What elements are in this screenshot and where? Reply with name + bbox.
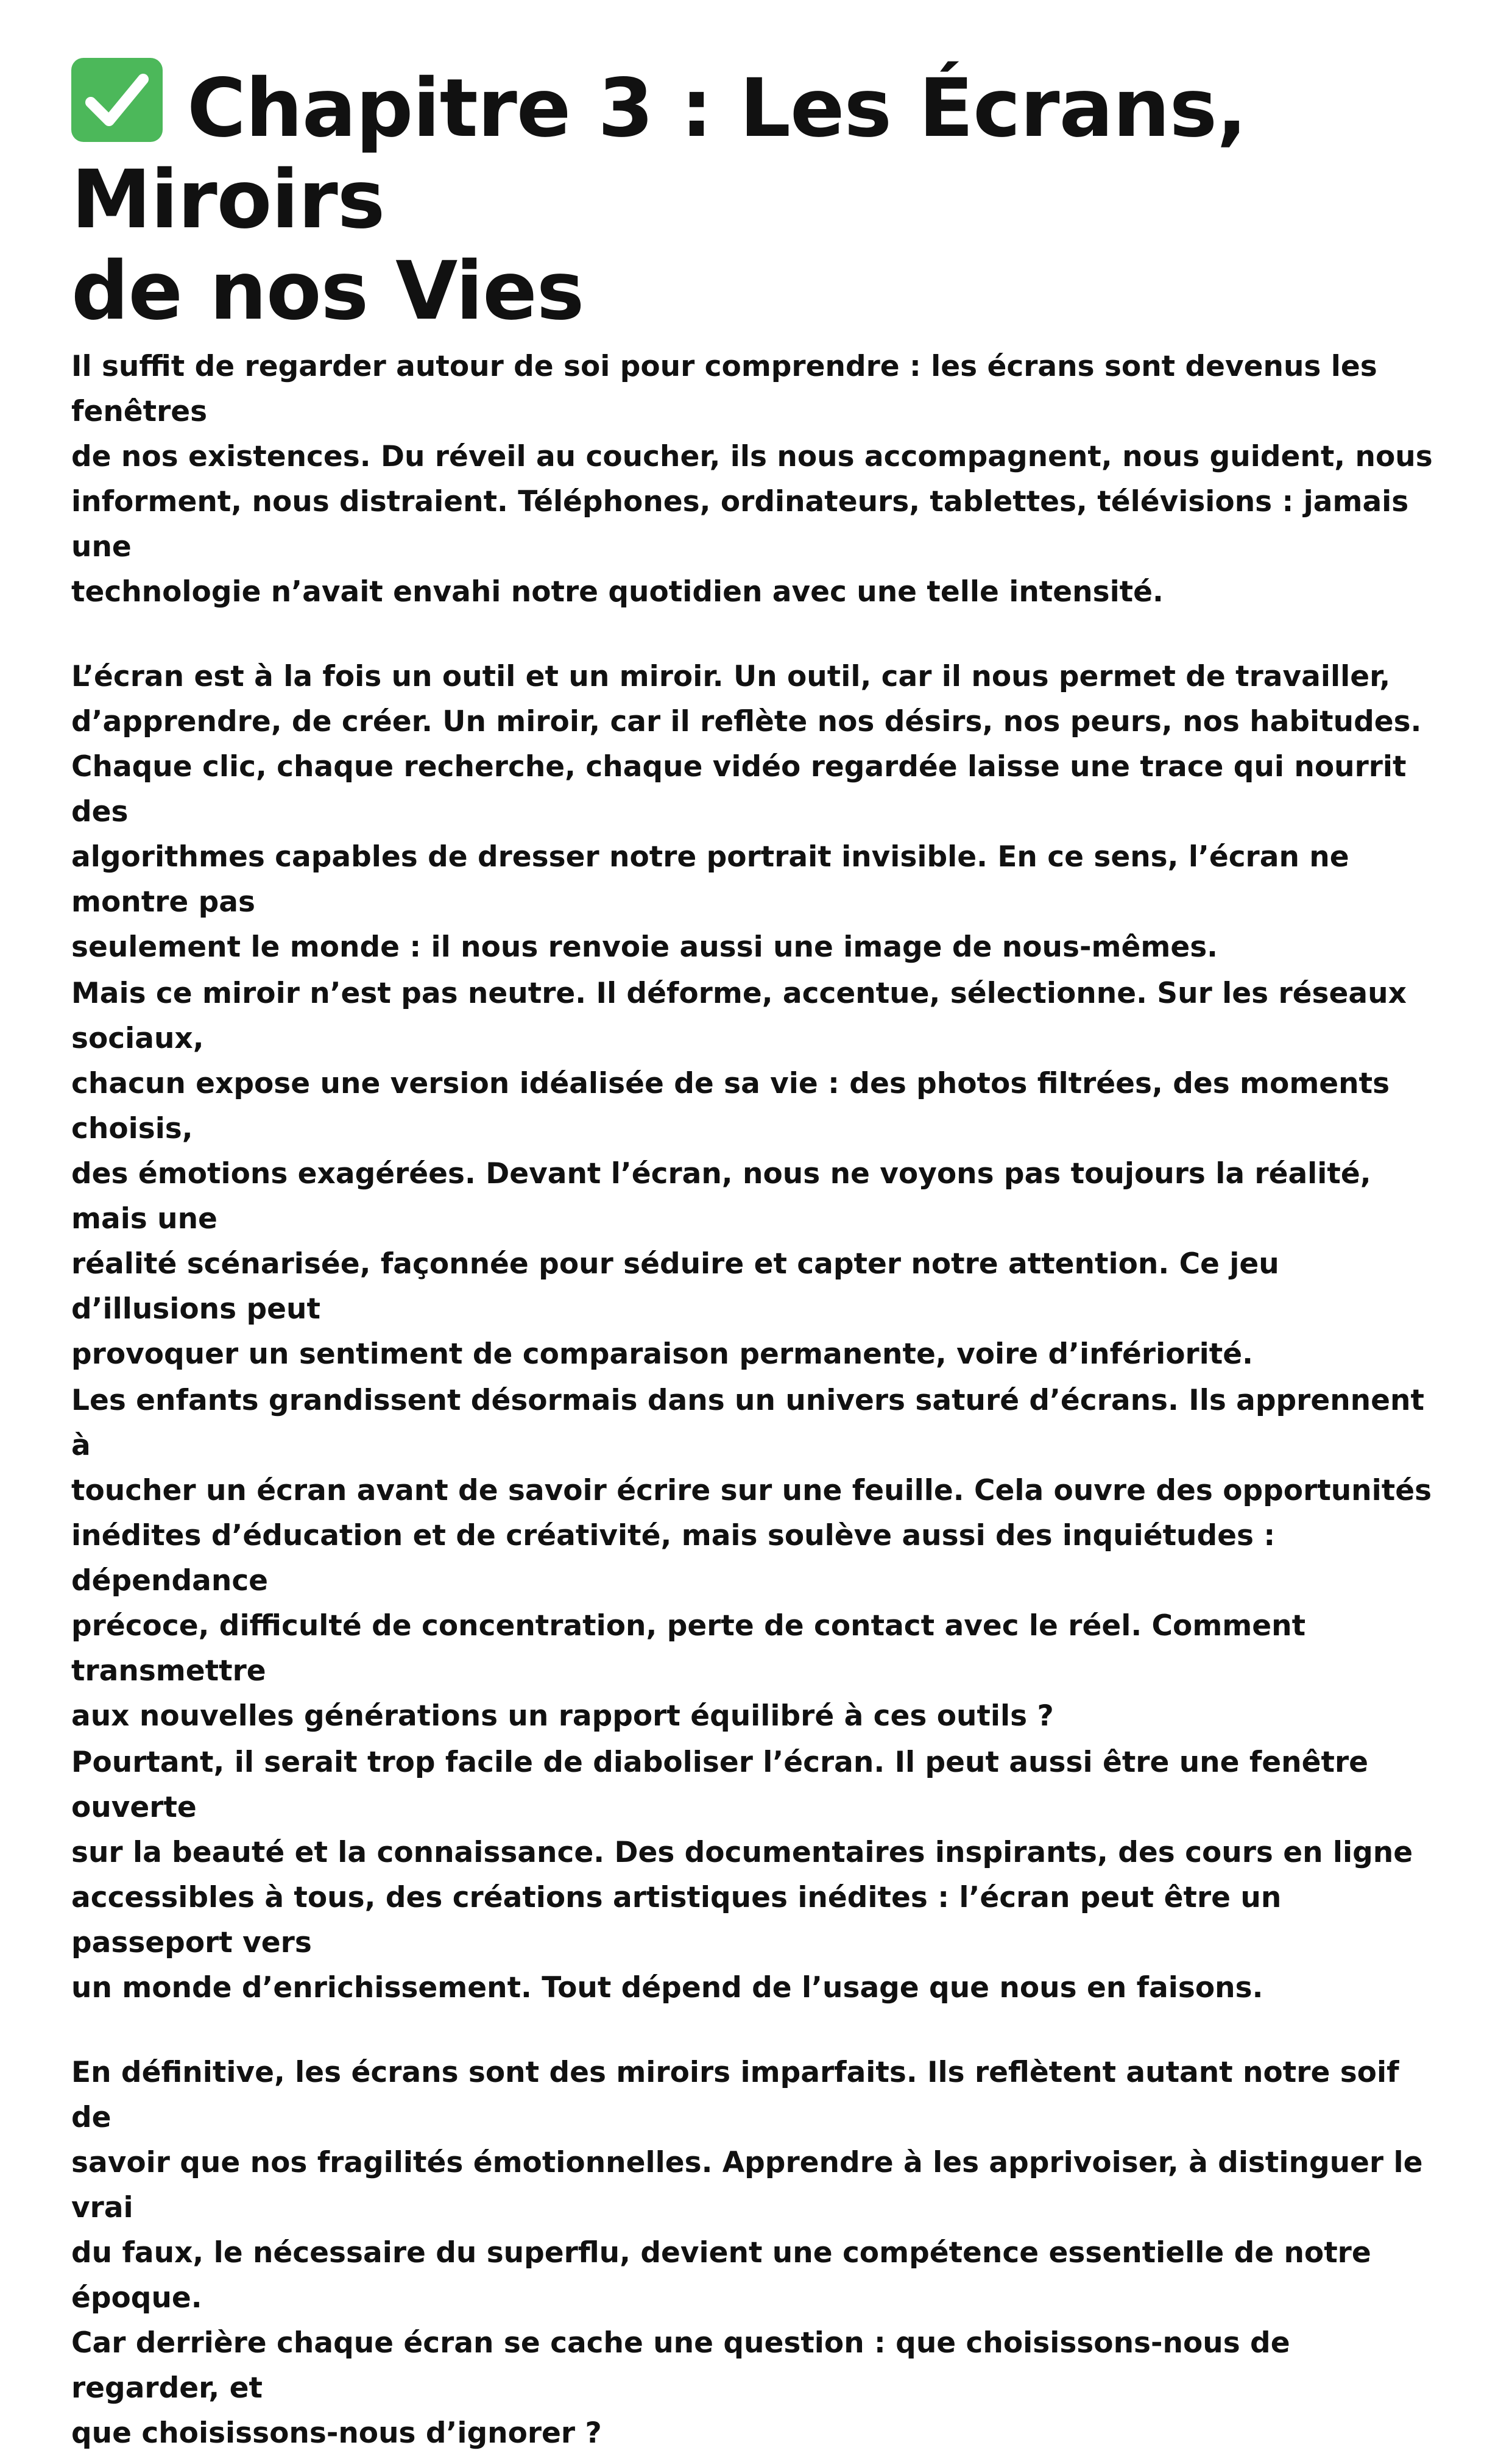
paragraph-3: Mais ce miroir n’est pas neutre. Il déforme, accentue, sélectionne. Sur les réseaux sociaux, chacun expose une version idéalisée de sa vie : des photos filtrées, des moments choisis, des émotions exagérées. Devant l’écran, nous ne voyons pas toujours la réalité, mais une réalité scénarisée, façonnée pour séduire et capter notre attention. Ce jeu d’illusions peut provoquer un sentiment de comparaison permanente, voire d’infériorité. [71,977,1407,1371]
check-mark-icon [71,58,163,142]
title-line-2: de nos Vies [71,244,584,338]
paragraph-1: Il suffit de regarder autour de soi pour comprendre : les écrans sont devenus les fenêtres de nos existences. Du réveil au coucher, ils nous accompagnent, nous guident, nous informent, nous distraient. Téléphones, ordinateurs, tablettes, télévisions : jamais une technologie n’avait envahi notre quotidien avec une telle intensité. [71,350,1433,609]
paragraph-6: En définitive, les écrans sont des miroirs imparfaits. Ils reflètent autant notre soif de savoir que nos fragilités émotionnelles. Apprendre à les apprivoiser, à distinguer le vrai du faux, le nécessaire du superflu, devient une compétence essentielle de notre époque. Car derrière chaque écran se cache une question : que choisissons-nous de regarder, et que choisissons-nous d’ignorer ? [71,2056,1423,2450]
paragraph-5: Pourtant, il serait trop facile de diaboliser l’écran. Il peut aussi être une fenêtre ouverte sur la beauté et la connaissance. Des documentaires inspirants, des cours en ligne accessibles à tous, des créations artistiques inédites : l’écran peut être un passeport vers un monde d’enrichissement. Tout dépend de l’usage que nous en faisons. [71,1746,1413,2005]
paragraph-2: L’écran est à la fois un outil et un miroir. Un outil, car il nous permet de travailler, d’apprendre, de créer. Un miroir, car il reflète nos désirs, nos peurs, nos habitudes. Chaque clic, chaque recherche, chaque vidéo regardée laisse une trace qui nourrit des algorithmes capables de dresser notre portrait invisible. En ce sens, l’écran ne montre pas seulement le monde : il nous renvoie aussi une image de nous-mêmes. [71,660,1422,964]
paragraph-4: Les enfants grandissent désormais dans un univers saturé d’écrans. Ils apprennent à toucher un écran avant de savoir écrire sur une feuille. Cela ouvre des opportunités inédites d’éducation et de créativité, mais soulève aussi des inquiétudes : dépendance précoce, difficulté de concentration, perte de contact avec le réel. Comment transmettre aux nouvelles générations un rapport équilibré à ces outils ? [71,1384,1432,1733]
title-line-1: Chapitre 3 : Les Écrans, Miroirs [71,62,1247,247]
page-title [71,58,1448,337]
document-page [71,58,1448,2456]
